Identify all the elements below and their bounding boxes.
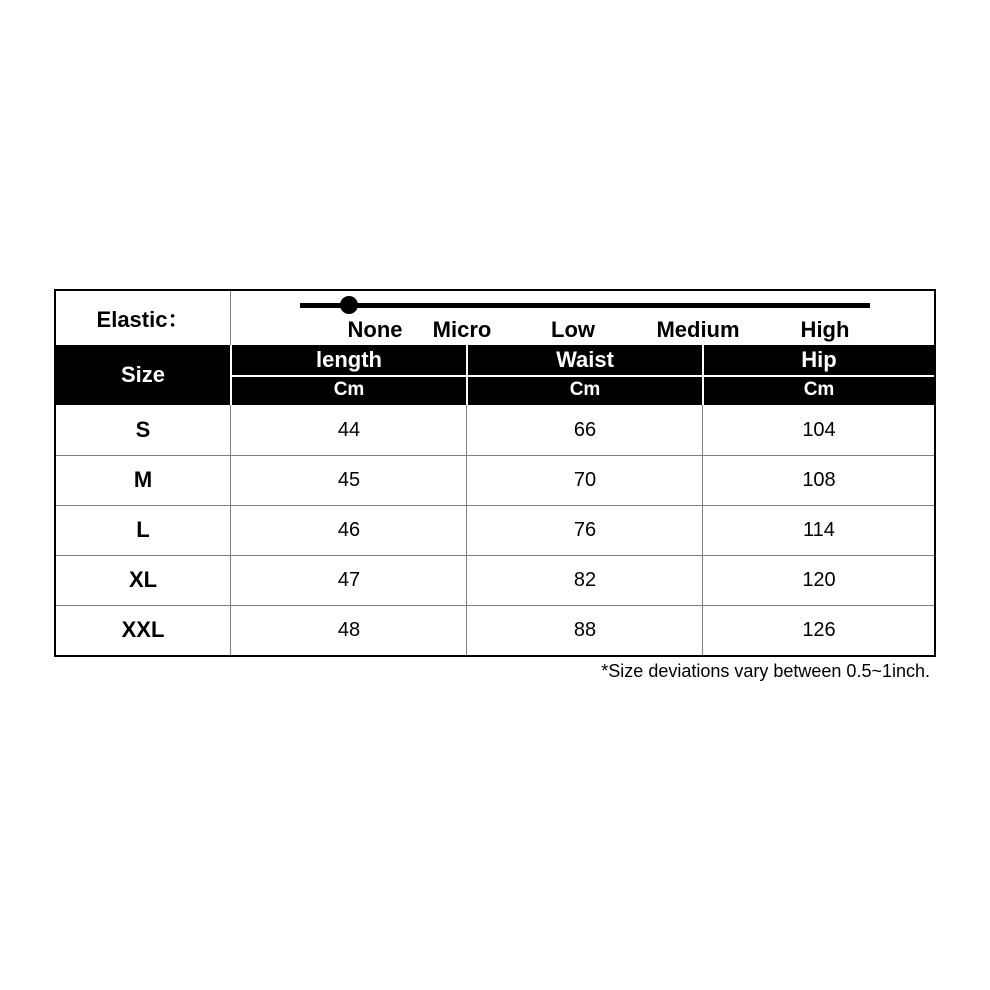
size-cell: S xyxy=(135,417,151,442)
grid-line xyxy=(56,455,934,456)
waist-cell: 66 xyxy=(573,418,597,441)
hip-cell: 108 xyxy=(802,468,836,491)
size-deviation-note: *Size deviations vary between 0.5~1inch. xyxy=(601,661,930,681)
header-size: Size xyxy=(120,362,166,387)
table-header xyxy=(56,345,934,405)
grid-line xyxy=(56,605,934,606)
table-row xyxy=(56,405,934,455)
hip-cell: 104 xyxy=(802,418,836,441)
length-cell: 48 xyxy=(337,618,361,641)
waist-cell: 76 xyxy=(573,518,597,541)
elastic-level-medium: Medium xyxy=(656,317,740,342)
elastic-level-none: None xyxy=(347,317,403,342)
header-hip-unit: Cm xyxy=(803,379,835,400)
table-row xyxy=(56,605,934,655)
grid-line xyxy=(702,405,703,655)
grid-line xyxy=(230,405,231,655)
header-length-unit: Cm xyxy=(333,379,365,400)
hip-cell: 114 xyxy=(803,518,835,541)
length-cell: 46 xyxy=(337,518,361,541)
header-waist-unit: Cm xyxy=(569,379,601,400)
hip-cell: 120 xyxy=(802,568,836,591)
waist-cell: 88 xyxy=(573,618,597,641)
length-cell: 44 xyxy=(337,418,361,441)
elastic-level-low: Low xyxy=(551,317,595,342)
header-length: length xyxy=(316,347,382,372)
size-cell: L xyxy=(136,517,150,542)
elastic-label: Elastic： xyxy=(96,306,190,332)
length-cell: 45 xyxy=(337,468,361,491)
size-cell: XL xyxy=(128,567,158,592)
table-row xyxy=(56,455,934,505)
size-cell: XXL xyxy=(121,617,165,642)
header-hip: Hip xyxy=(801,347,837,372)
size-chart xyxy=(54,289,936,657)
grid-line xyxy=(56,555,934,556)
elastic-level-micro: Micro xyxy=(432,317,492,342)
waist-cell: 82 xyxy=(573,568,597,591)
table-row xyxy=(56,505,934,555)
grid-line xyxy=(56,505,934,506)
elastic-divider xyxy=(230,291,231,345)
elastic-scale-track xyxy=(300,303,870,308)
elastic-level-high: High xyxy=(800,317,850,342)
size-cell: M xyxy=(133,467,153,492)
header-waist: Waist xyxy=(556,347,614,372)
length-cell: 47 xyxy=(337,568,361,591)
waist-cell: 70 xyxy=(573,468,597,491)
hip-cell: 126 xyxy=(802,618,836,641)
table-row xyxy=(56,555,934,605)
grid-line xyxy=(466,405,467,655)
elastic-scale-marker xyxy=(340,296,358,314)
